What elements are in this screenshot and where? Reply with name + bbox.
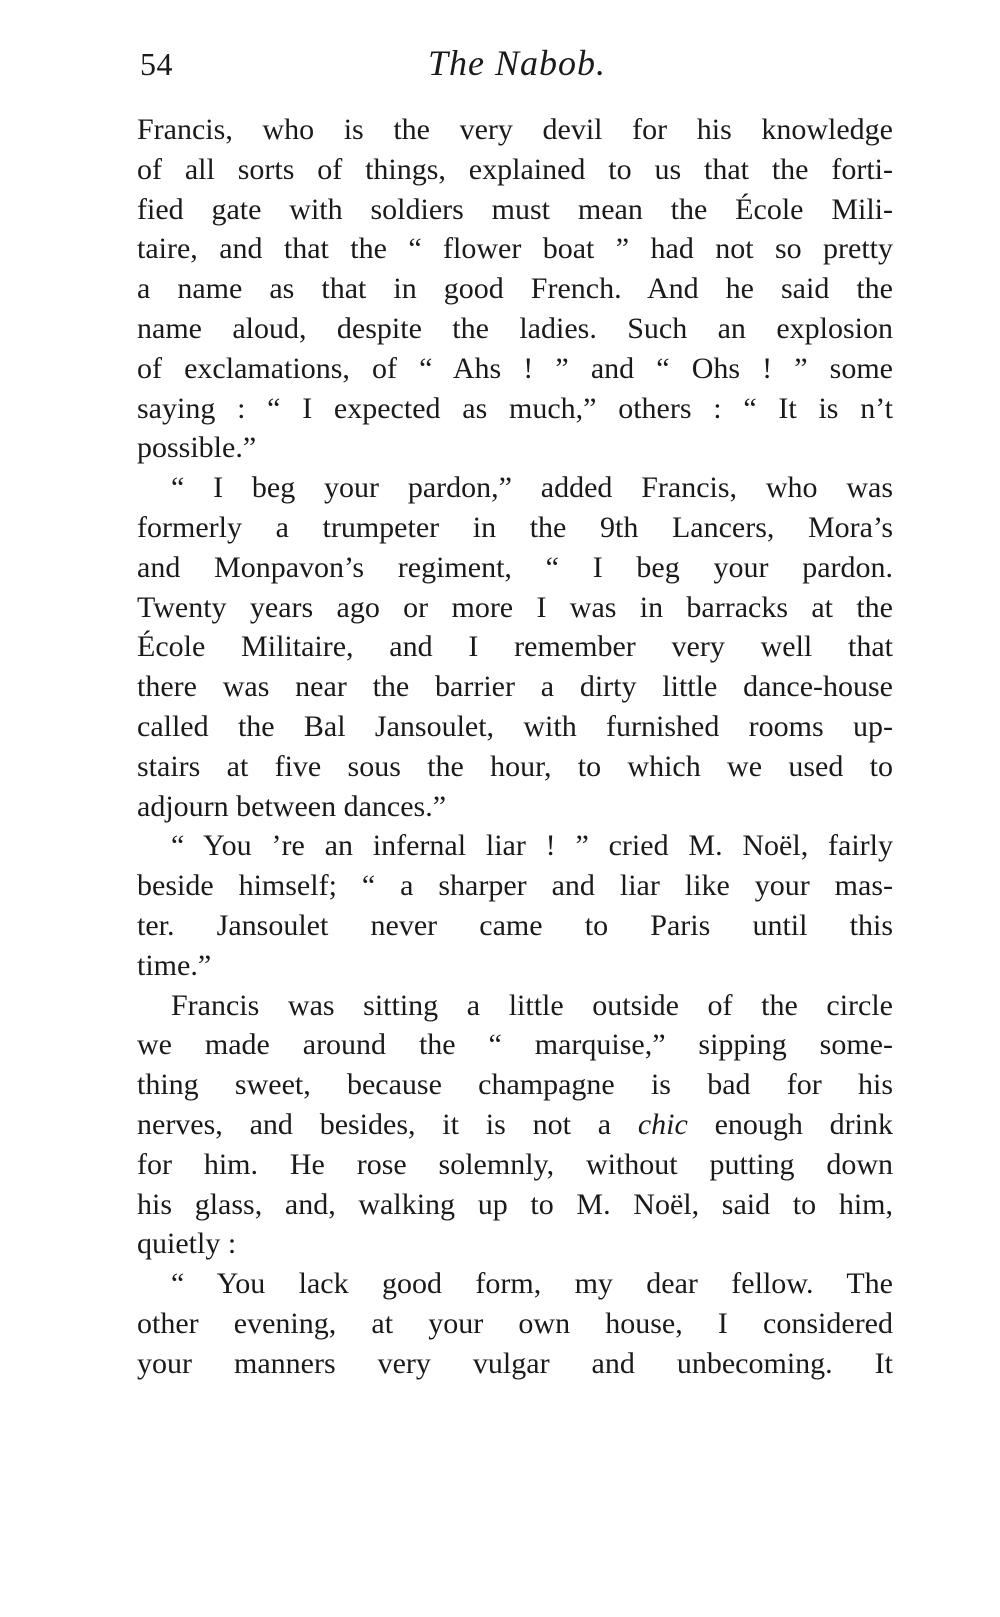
text-line: possible.” <box>137 431 257 465</box>
italic-word: chic <box>637 1107 688 1141</box>
text-line: Twenty years ago or more I was in barracks at the <box>137 590 893 624</box>
text-line: saying : “ I expected as much,” others : “ It is n’t <box>137 391 893 425</box>
text-line: time.” <box>137 948 212 982</box>
text-line: and Monpavon’s regiment, “ I beg your pardon. <box>137 550 893 584</box>
text-line: formerly a trumpeter in the 9th Lancers, Mora’s <box>137 510 893 544</box>
text-line: thing sweet, because champagne is bad for his <box>137 1068 893 1102</box>
text-line: there was near the barrier a dirty little dance-house <box>137 670 893 704</box>
text-line: stairs at five sous the hour, to which we used to <box>137 749 893 783</box>
text-line: fied gate with soldiers must mean the École Mili- <box>137 192 893 226</box>
text-line: “ I beg your pardon,” added Francis, who was <box>171 471 893 505</box>
text-line: “ You lack good form, my dear fellow. The <box>171 1267 893 1301</box>
text-line: his glass, and, walking up to M. Noël, said to him, <box>137 1187 893 1221</box>
text-line: adjourn between dances.” <box>137 789 447 823</box>
page-number: 54 <box>140 46 173 82</box>
text-line: quietly : <box>137 1227 237 1261</box>
text-line: Francis, who is the very devil for his knowledge <box>137 113 893 146</box>
page-header <box>140 42 894 92</box>
text-line: nerves, and besides, it is not a chic enough drink <box>137 1107 893 1141</box>
text-line: a name as that in good French. And he said the <box>137 272 893 306</box>
body-text <box>137 110 893 1384</box>
text-line: Francis was sitting a little outside of the circle <box>171 988 893 1022</box>
text-line: other evening, at your own house, I considered <box>137 1306 893 1340</box>
text-line: name aloud, despite the ladies. Such an explosion <box>137 311 893 345</box>
text-line: called the Bal Jansoulet, with furnished rooms up- <box>137 709 893 743</box>
text-line: “ You ’re an infernal liar ! ” cried M. Noël, fairly <box>171 829 893 863</box>
text-line: École Militaire, and I remember very well that <box>137 630 893 664</box>
text-line: of all sorts of things, explained to us that the forti- <box>137 152 893 186</box>
text-line: taire, and that the “ flower boat ” had not so pretty <box>137 232 893 266</box>
text-line: for him. He rose solemnly, without putting down <box>137 1147 893 1181</box>
text-line: we made around the “ marquise,” sipping some- <box>137 1028 893 1062</box>
text-line: your manners very vulgar and unbecoming. It <box>137 1346 893 1380</box>
text-line: beside himself; “ a sharper and liar like your mas- <box>137 869 893 903</box>
text-line: of exclamations, of “ Ahs ! ” and “ Ohs ! ” some <box>137 351 893 385</box>
running-title: The Nabob. <box>427 43 606 83</box>
text-line: ter. Jansoulet never came to Paris until this <box>137 908 893 942</box>
